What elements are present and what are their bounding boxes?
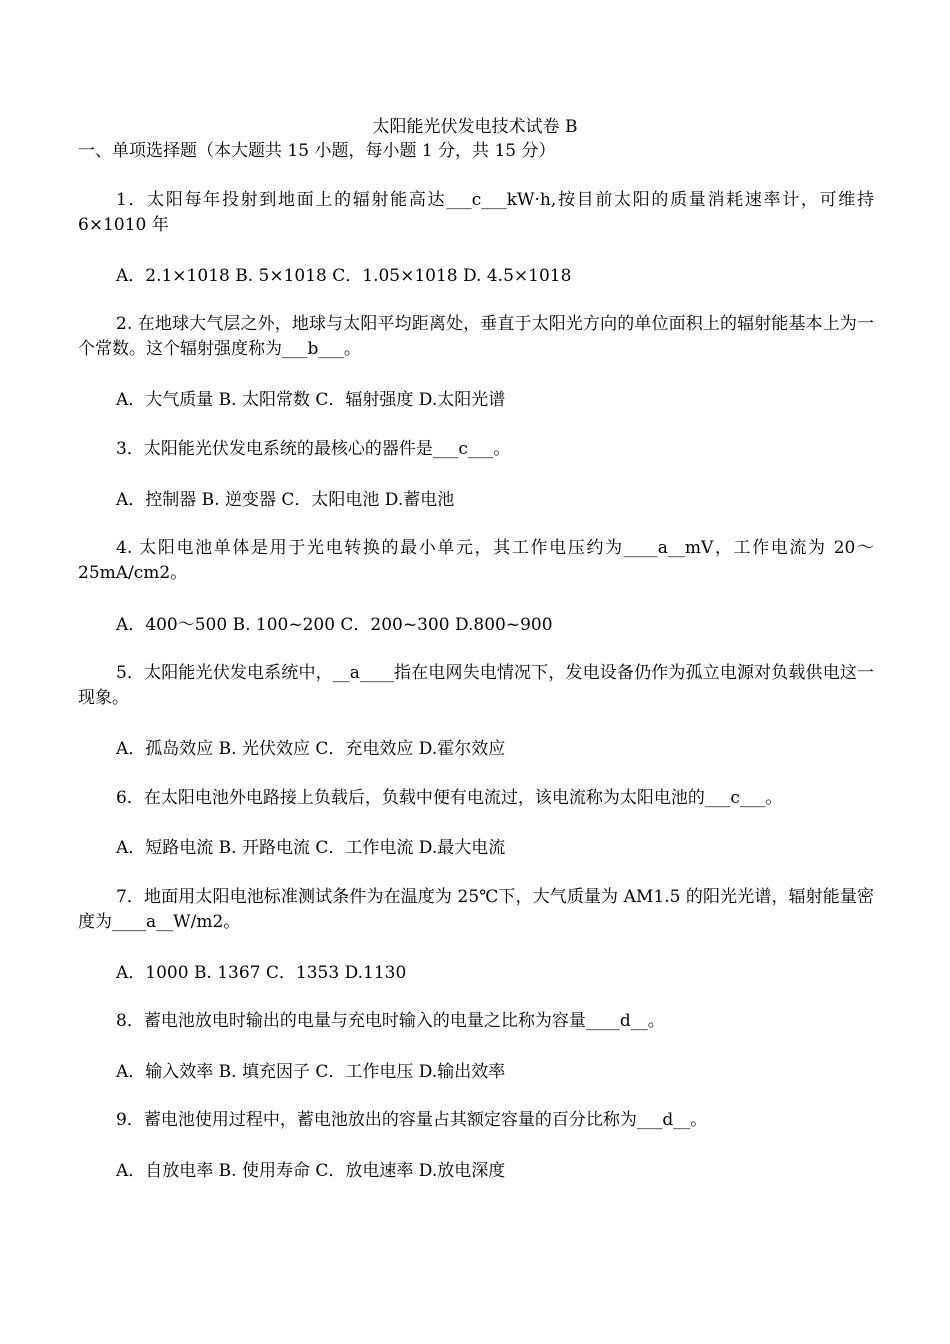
question-stem-5: 5．太阳能光伏发电系统中，__a____指在电网失电情况下，发电设备仍作为孤立电源对负载供电这一现象。	[78, 663, 874, 708]
question-stem-9: 9．蓄电池使用过程中，蓄电池放出的容量占其额定容量的百分比称为___d__。	[116, 1110, 708, 1130]
section-heading: 一、单项选择题（本大题共 15 小题，每小题 1 分，共 15 分）	[78, 141, 556, 161]
question-stem-6: 6．在太阳电池外电路接上负载后，负载中便有电流过，该电流称为太阳电池的___c___。	[116, 788, 783, 808]
question-options-8: A．输入效率 B. 填充因子 C．工作电压 D.输出效率	[116, 1062, 506, 1082]
question-stem-7: 7．地面用太阳电池标准测试条件为在温度为 25℃下，大气质量为 AM1.5 的阳光光谱，辐射能量密度为____a__W/m2。	[78, 887, 874, 932]
question-options-6: A．短路电流 B. 开路电流 C．工作电流 D.最大电流	[116, 838, 506, 858]
question-options-4: A．400～500 B. 100~200 C．200~300 D.800~900	[116, 615, 553, 635]
question-options-5: A．孤岛效应 B. 光伏效应 C．充电效应 D.霍尔效应	[116, 739, 506, 759]
exam-title: 太阳能光伏发电技术试卷 B	[372, 117, 578, 137]
question-options-7: A．1000 B. 1367 C．1353 D.1130	[116, 963, 407, 983]
question-options-1: A．2.1×1018 B. 5×1018 C．1.05×1018 D. 4.5×1018	[116, 266, 572, 286]
question-stem-8: 8．蓄电池放电时输出的电量与充电时输入的电量之比称为容量____d__。	[116, 1011, 665, 1031]
question-stem-1: 1．太阳每年投射到地面上的辐射能高达___c___kW·h,按目前太阳的质量消耗速率计，可维持 6×1010 年	[78, 190, 874, 235]
question-options-3: A．控制器 B. 逆变器 C．太阳电池 D.蓄电池	[116, 490, 455, 510]
question-stem-4: 4. 太阳电池单体是用于光电转换的最小单元，其工作电压约为____a__mV，工作电流为 20～25mA/cm2。	[78, 538, 874, 583]
question-options-2: A．大气质量 B. 太阳常数 C．辐射强度 D.太阳光谱	[116, 390, 506, 410]
question-stem-3: 3．太阳能光伏发电系统的最核心的器件是___c___。	[116, 439, 511, 459]
question-options-9: A．自放电率 B. 使用寿命 C．放电速率 D.放电深度	[116, 1161, 506, 1181]
question-stem-2: 2. 在地球大气层之外，地球与太阳平均距离处，垂直于太阳光方向的单位面积上的辐射能基本上为一个常数。这个辐射强度称为___b___。	[78, 314, 874, 359]
